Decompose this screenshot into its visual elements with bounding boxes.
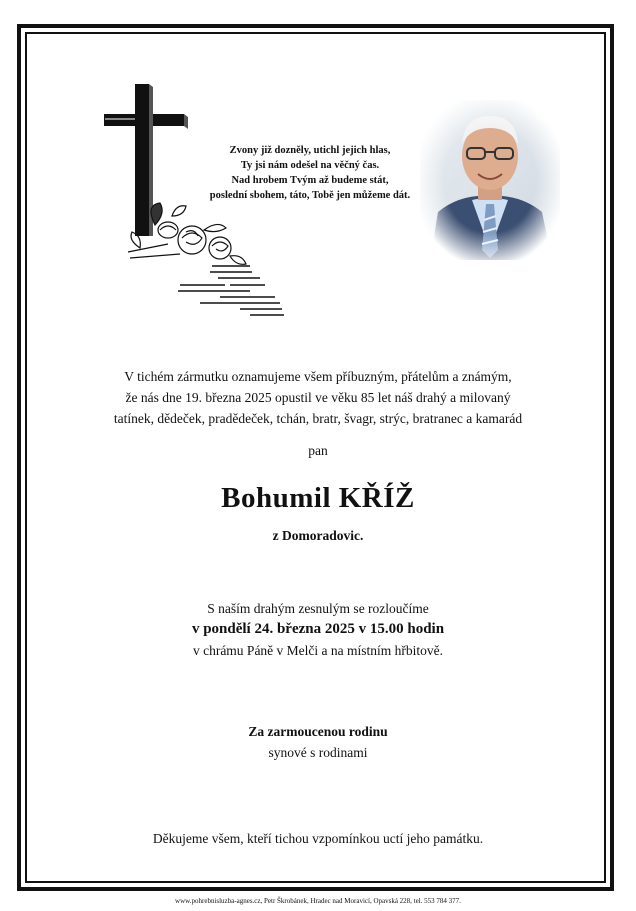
- cross-icon: [104, 84, 188, 236]
- poem-line: Ty jsi nám odešel na věčný čas.: [240, 160, 380, 171]
- announcement-line: že nás dne 19. března 2025 opustil ve věku 85 let náš drahý a milovaný: [125, 390, 511, 405]
- announcement-line: V tichém zármutku oznamujeme všem příbuzným, přátelům a známým,: [124, 369, 512, 384]
- family-signoff: [40, 721, 596, 763]
- funeral-details: [40, 598, 596, 661]
- poem-line: poslední sbohem, táto, Tobě jen můžeme dát.: [209, 190, 411, 201]
- memorial-poem: [190, 143, 430, 203]
- signoff-heading: Za zarmoucenou rodinu: [248, 724, 388, 739]
- poem-line: Nad hrobem Tvým až budeme stát,: [231, 175, 389, 186]
- signoff-line: synové s rodinami: [268, 745, 368, 760]
- funeral-date-time: v pondělí 24. března 2025 v 15.00 hodin: [191, 621, 445, 637]
- portrait-photo: [420, 100, 560, 260]
- farewell-intro: S naším drahým zesnulým se rozloučíme: [207, 601, 429, 616]
- thanks-text: Děkujeme všem, kteří tichou vzpomínkou uctí jeho památku.: [152, 831, 484, 846]
- deceased-origin: z Domoradovic.: [272, 528, 364, 543]
- announcement-text: [40, 366, 596, 429]
- stone-steps-icon: [178, 266, 284, 315]
- poem-line: Zvony již dozněly, utichl jejich hlas,: [229, 145, 391, 156]
- funeral-service-footer: www.pohrebnisluzba-agnes.cz, Petr Škrobánek, Hradec nad Moravicí, Opavská 228, tel. 553 784 377.: [175, 897, 461, 905]
- funeral-location: v chrámu Páně v Melči a na místním hřbitově.: [192, 643, 444, 658]
- title-pan: pan: [308, 443, 328, 458]
- deceased-name: Bohumil KŘÍŽ: [221, 482, 415, 514]
- announcement-line: tatínek, dědeček, pradědeček, tchán, bratr, švagr, strýc, bratranec a kamarád: [113, 411, 523, 426]
